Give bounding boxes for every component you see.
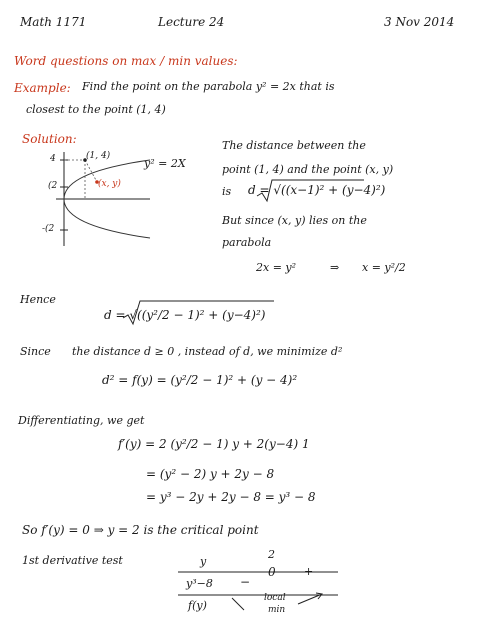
since-label: Since bbox=[20, 345, 51, 358]
section-title: Word questions on max / min values: bbox=[14, 54, 238, 68]
since-text: the distance d ≥ 0 , instead of d, we minimize d² bbox=[72, 345, 343, 358]
differentiating-label: Differentiating, we get bbox=[18, 414, 145, 427]
squared-distance-formula: d² = f(y) = (y²/2 − 1)² + (y − 4)² bbox=[102, 373, 298, 387]
test-zero: 0 bbox=[268, 565, 276, 579]
lecture-title: Lecture 24 bbox=[158, 15, 225, 29]
test-row-expr: y³−8 bbox=[186, 577, 213, 590]
explanation-line-1: The distance between the bbox=[222, 139, 366, 152]
explanation-line-5: parabola bbox=[222, 236, 272, 249]
solution-label: Solution: bbox=[22, 132, 77, 146]
derivative-line-2: = (y² − 2) y + 2y − 8 bbox=[146, 467, 275, 481]
derivative-line-3: = y³ − 2y + 2y − 8 = y³ − 8 bbox=[146, 490, 316, 504]
graph-tick-2: (2 bbox=[48, 181, 58, 191]
test-critical-value: 2 bbox=[268, 548, 275, 561]
critical-point-line: So f′(y) = 0 ⇒ y = 2 is the critical point bbox=[22, 523, 259, 537]
hence-formula: d = √((y²/2 − 1)² + (y−4)²) bbox=[104, 308, 266, 322]
substitution-equation: 2x = y² bbox=[256, 261, 297, 274]
test-minus-sign: − bbox=[240, 575, 251, 589]
test-row-f: f(y) bbox=[188, 599, 207, 612]
graph-curve-label: y² = 2X bbox=[144, 157, 186, 170]
test-plus-sign: + bbox=[304, 565, 314, 578]
example-line-1: Find the point on the parabola y² = 2x that is bbox=[82, 80, 335, 93]
explanation-line-2: point (1, 4) and the point (x, y) bbox=[222, 163, 394, 176]
x-equation: x = y²/2 bbox=[362, 261, 406, 274]
distance-formula: d = √((x−1)² + (y−4)²) bbox=[248, 183, 386, 197]
implies-arrow: ⇒ bbox=[330, 261, 340, 274]
example-line-2: closest to the point (1, 4) bbox=[26, 103, 166, 116]
test-min-label: min bbox=[268, 605, 286, 615]
hence-label: Hence bbox=[20, 293, 56, 306]
graph-tick-4: 4 bbox=[50, 154, 56, 164]
explanation-line-4: But since (x, y) lies on the bbox=[222, 214, 367, 227]
graph-tick-neg-2: -(2 bbox=[42, 224, 55, 234]
course-label: Math 1171 bbox=[20, 15, 87, 29]
derivative-line-1: f′(y) = 2 (y²/2 − 1) y + 2(y−4) 1 bbox=[118, 437, 310, 451]
explanation-is: is bbox=[222, 185, 232, 198]
date-label: 3 Nov 2014 bbox=[384, 15, 455, 29]
graph-xy-label: (x, y) bbox=[98, 179, 121, 189]
example-label: Example: bbox=[14, 81, 71, 95]
first-derivative-test-label: 1st derivative test bbox=[22, 554, 123, 567]
test-row-y: y bbox=[200, 555, 207, 568]
test-local-label: local bbox=[264, 593, 286, 603]
graph-point-label: (1, 4) bbox=[86, 151, 111, 161]
